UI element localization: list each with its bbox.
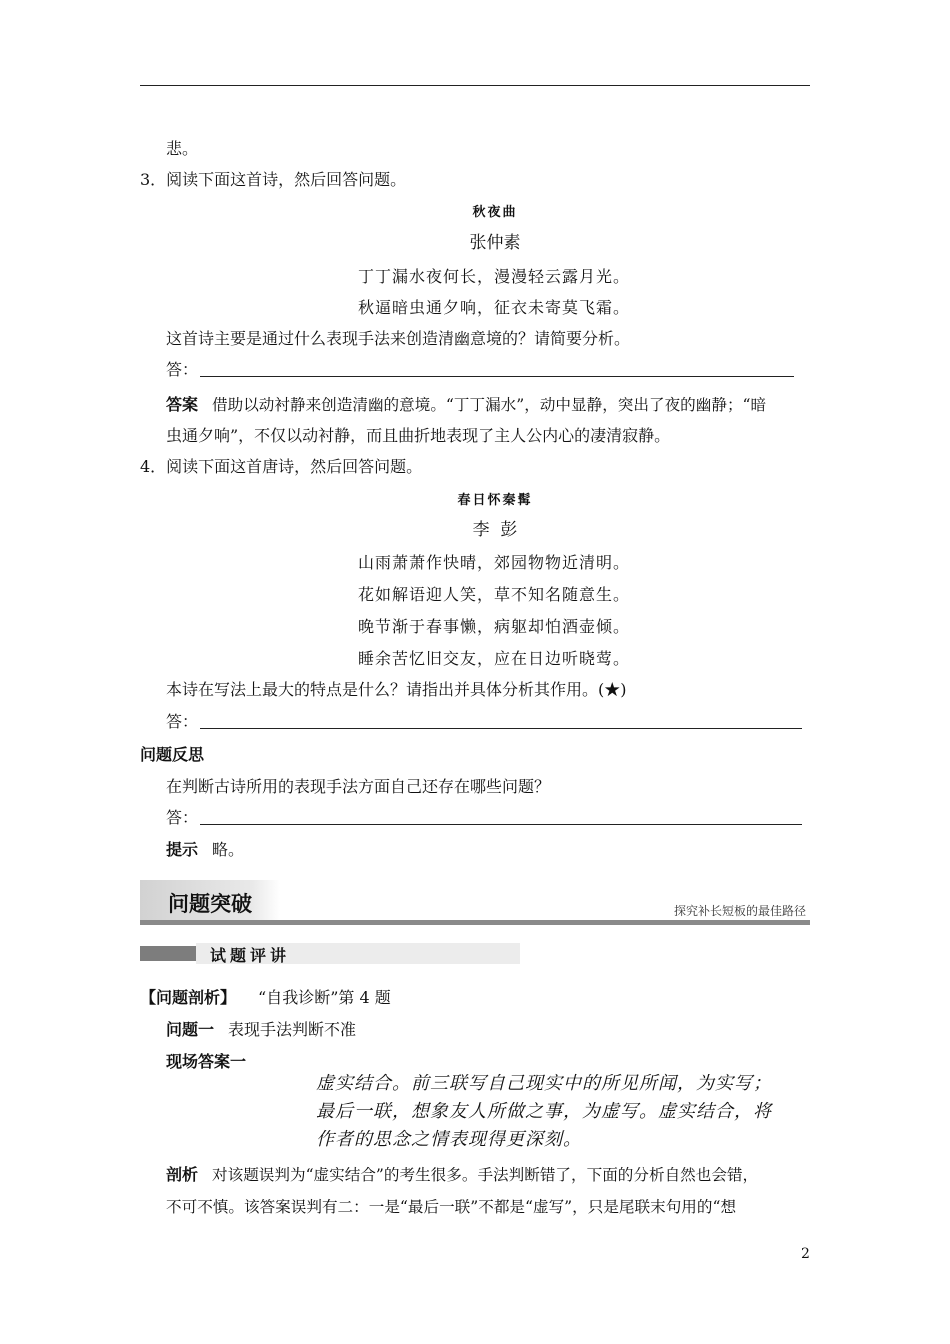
handwriting-line-3: 作者的思念之情表现得更深刻。 (316, 1129, 582, 1150)
analysis-line-1 (166, 1165, 758, 1185)
q4-answer-blank[interactable] (200, 728, 802, 729)
section-title: 问题突破 (168, 892, 252, 916)
reflection-hint (166, 840, 244, 860)
q3-answer-label: 答： (166, 360, 199, 379)
problem-label: 问题一 (166, 1020, 215, 1039)
q4-answer-label: 答： (166, 712, 199, 731)
section-banner (140, 880, 810, 926)
analysis-tag: 【问题剖析】 (140, 988, 237, 1007)
q4-poem-line-1: 山雨萧萧作快晴，郊园物物近清明。 (358, 553, 631, 572)
analysis-ref: “自我诊断”第 4 题 (258, 988, 391, 1007)
banner-rule (140, 920, 810, 925)
reflection-heading: 问题反思 (140, 745, 205, 764)
reflection-question: 在判断古诗所用的表现手法方面自己还存在哪些问题？ (166, 777, 551, 796)
q3-poem-line-1: 丁丁漏水夜何长，漫漫轻云露月光。 (358, 267, 631, 286)
problem-text: 表现手法判断不准 (228, 1020, 357, 1039)
q4-poem-line-2: 花如解语迎人笑，草不知名随意生。 (358, 585, 631, 604)
hint-label: 提示 (166, 840, 199, 859)
q4-poem-title: 春日怀秦髯 (457, 493, 533, 508)
analysis-header (140, 988, 391, 1008)
sample-answer-label: 现场答案一 (166, 1052, 247, 1071)
handwritten-answer (316, 1070, 772, 1154)
hint-text: 略。 (212, 840, 245, 859)
q4-poem-line-4: 睡余苦忆旧交友，应在日边听晓莺。 (358, 649, 631, 668)
reflection-answer-label: 答： (166, 808, 199, 827)
previous-text-tail: 悲。 (166, 139, 199, 158)
q4-poem-line-3: 晚节渐于春事懒，病躯却怕酒壶倾。 (358, 617, 631, 636)
q3-key-line-1 (166, 395, 766, 415)
header-rule (140, 85, 810, 86)
q3-poem-author: 张仲素 (469, 233, 521, 253)
analysis-line-2: 不可不慎。该答案误判有二：一是“最后一联”不都是“虚写”，只是尾联末句用的“想 (166, 1198, 737, 1216)
handwriting-line-2: 最后一联，想象友人所做之事，为虚写。虚实结合，将 (316, 1101, 772, 1122)
page-number: 2 (801, 1246, 810, 1262)
reflection-answer-blank[interactable] (200, 824, 802, 825)
sub-banner-title: 试题评讲 (210, 946, 291, 965)
q4-poem-author: 李 彭 (472, 520, 518, 540)
q3-poem-title: 秋夜曲 (472, 205, 518, 220)
section-subtitle: 探究补长短板的最佳路径 (673, 904, 806, 918)
sub-banner-block (140, 946, 196, 961)
q3-key-text-1: 借助以动衬静来创造清幽的意境。“丁丁漏水”，动中显静，突出了夜的幽静；“暗 (212, 396, 767, 414)
analysis-pf-label: 剖析 (166, 1165, 199, 1184)
sub-banner (140, 943, 520, 963)
q3-key-line-2: 虫通夕响”，不仅以动衬静，而且曲折地表现了主人公内心的凄清寂静。 (166, 426, 671, 445)
q3-poem-line-2: 秋逼暗虫通夕响，征衣未寄莫飞霜。 (358, 298, 631, 317)
question-3-prompt: 3．阅读下面这首诗，然后回答问题。 (140, 170, 407, 189)
analysis-pf-text-1: 对该题误判为“虚实结合”的考生很多。手法判断错了，下面的分析自然也会错， (212, 1166, 759, 1184)
q3-key-label: 答案 (166, 395, 199, 414)
q4-question: 本诗在写法上最大的特点是什么？请指出并具体分析其作用。(★) (166, 680, 627, 699)
q3-answer-blank[interactable] (200, 376, 794, 377)
problem-line (166, 1020, 356, 1040)
question-4-prompt: 4．阅读下面这首唐诗，然后回答问题。 (140, 457, 423, 476)
handwriting-line-1: 虚实结合。前三联写自己现实中的所见所闻，为实写； (316, 1073, 772, 1094)
q3-question: 这首诗主要是通过什么表现手法来创造清幽意境的？请简要分析。 (166, 329, 631, 348)
